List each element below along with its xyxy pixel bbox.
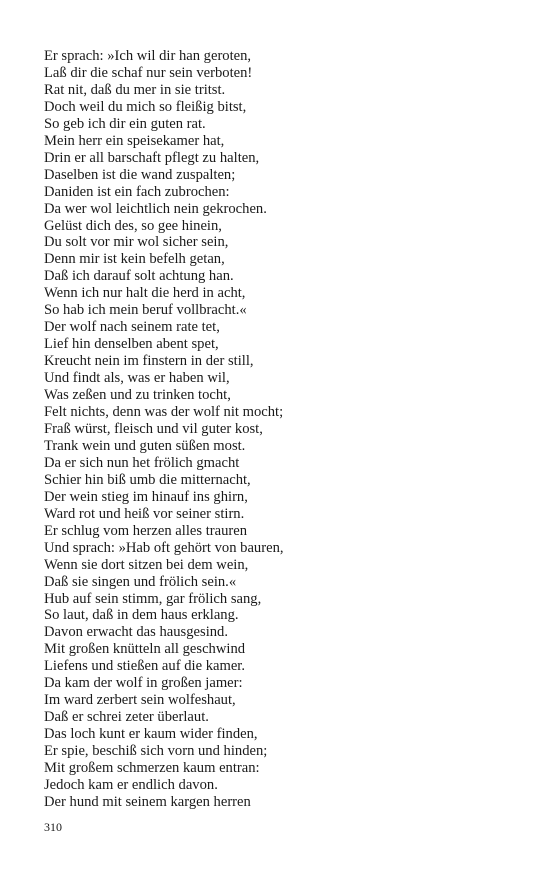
poem-line: Wenn sie dort sitzen bei dem wein, xyxy=(44,556,249,573)
poem-line: Laß dir die schaf nur sein verboten! xyxy=(44,64,253,81)
poem-line: Der hund mit seinem kargen herren xyxy=(44,793,251,810)
poem-line: Trank wein und guten süßen most. xyxy=(44,437,246,454)
poem-line: Davon erwacht das hausgesind. xyxy=(44,624,228,641)
poem-line: Daß ich darauf solt achtung han. xyxy=(44,268,234,285)
poem-text xyxy=(44,48,284,811)
poem-line: Mein herr ein speisekamer hat, xyxy=(44,132,225,149)
poem-line: Denn mir ist kein befelh getan, xyxy=(44,251,225,268)
poem-line: Da wer wol leichtlich nein gekrochen. xyxy=(44,200,267,217)
poem-line: Du solt vor mir wol sicher sein, xyxy=(44,234,229,251)
poem-line: Liefens und stießen auf die kamer. xyxy=(44,658,245,675)
poem-line: So hab ich mein beruf vollbracht.« xyxy=(44,302,247,319)
poem-line: Er spie, beschiß sich vorn und hinden; xyxy=(44,743,268,760)
poem-line: Da er sich nun het frölich gmacht xyxy=(44,454,240,471)
poem-line: Daniden ist ein fach zubrochen: xyxy=(44,183,230,200)
poem-line: Und sprach: »Hab oft gehört von bauren, xyxy=(44,539,284,556)
poem-line: Der wolf nach seinem rate tet, xyxy=(44,319,220,336)
poem-line: Daß er schrei zeter überlaut. xyxy=(44,709,209,726)
poem-line: Was zeßen und zu trinken tocht, xyxy=(44,387,231,404)
poem-line: Er schlug vom herzen alles trauren xyxy=(44,522,248,539)
poem-line: Schier hin biß umb die mitternacht, xyxy=(44,471,251,488)
poem-line: Drin er all barschaft pflegt zu halten, xyxy=(44,149,260,166)
poem-line: Mit großem schmerzen kaum entran: xyxy=(44,760,260,777)
poem-line: Ward rot und heiß vor seiner stirn. xyxy=(44,505,245,522)
poem-line: Und findt als, was er haben wil, xyxy=(44,370,230,387)
poem-line: Jedoch kam er endlich davon. xyxy=(44,776,218,793)
poem-line: Mit großen knütteln all geschwind xyxy=(44,641,246,658)
poem-line: So geb ich dir ein guten rat. xyxy=(44,115,206,132)
poem-line: Fraß würst, fleisch und vil guter kost, xyxy=(44,420,263,437)
poem-line: Wenn ich nur halt die herd in acht, xyxy=(44,285,246,302)
poem-line: Lief hin denselben abent spet, xyxy=(44,336,219,353)
poem-line: Felt nichts, denn was der wolf nit mocht; xyxy=(44,404,284,421)
poem-line: Der wein stieg im hinauf ins ghirn, xyxy=(44,488,248,505)
poem-line: Im ward zerbert sein wolfeshaut, xyxy=(44,692,236,709)
poem-line: Rat nit, daß du mer in sie tritst. xyxy=(44,81,226,98)
poem-line: Hub auf sein stimm, gar frölich sang, xyxy=(44,590,262,607)
poem-line: Daß sie singen und frölich sein.« xyxy=(44,573,237,590)
poem-line: Da kam der wolf in großen jamer: xyxy=(44,675,243,692)
poem-line: Er sprach: »Ich wil dir han geroten, xyxy=(44,48,252,64)
poem-line: Kreucht nein im finstern in der still, xyxy=(44,353,254,370)
poem-line: Das loch kunt er kaum wider finden, xyxy=(44,726,258,743)
poem-line: Doch weil du mich so fleißig bitst, xyxy=(44,98,247,115)
poem-line: Gelüst dich des, so gee hinein, xyxy=(44,217,222,234)
page-number: 310 xyxy=(44,820,62,834)
poem-line: So laut, daß in dem haus erklang. xyxy=(44,607,239,624)
poem-line: Daselben ist die wand zuspalten; xyxy=(44,166,236,183)
